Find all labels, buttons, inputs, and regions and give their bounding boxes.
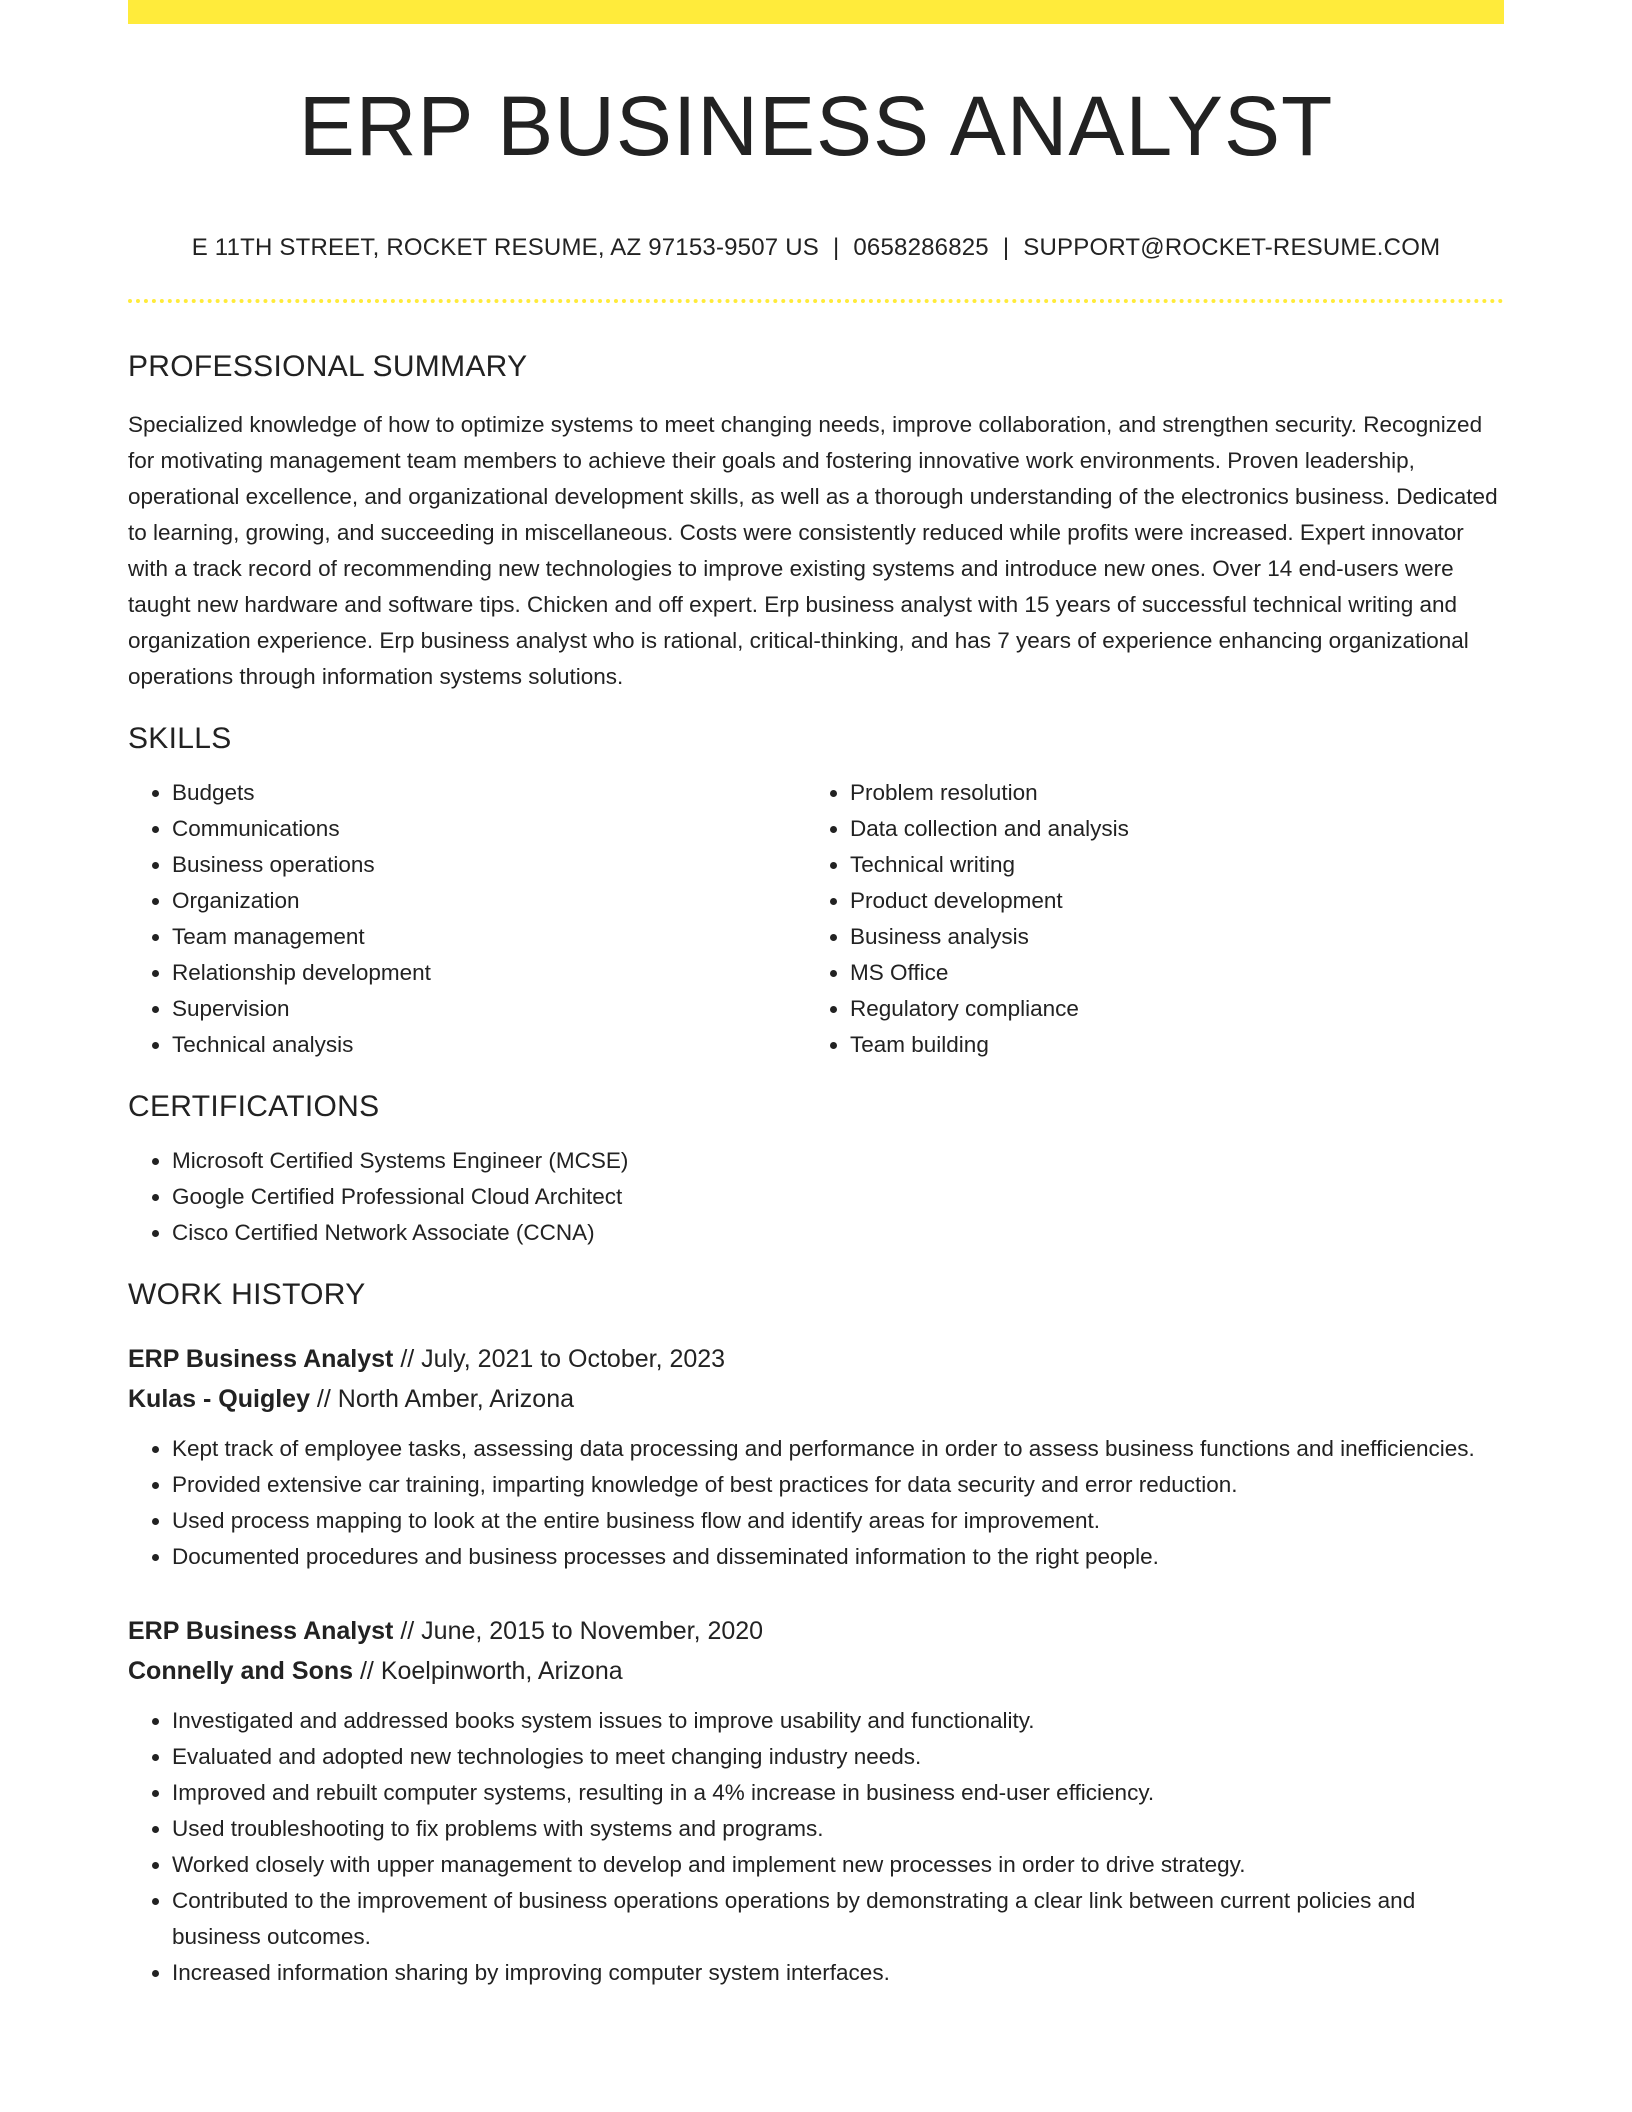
skill-item: • Budgets	[172, 775, 806, 811]
job-duty-item: • Used process mapping to look at the entire business flow and identify areas for improvement.	[172, 1503, 1504, 1539]
certifications-list	[128, 1143, 1504, 1251]
resume-title: ERP BUSINESS ANALYST	[298, 79, 1334, 173]
work-history-list	[128, 1339, 1504, 1991]
summary-text: Specialized knowledge of how to optimize systems to meet changing needs, improve collaboration, and strengthen security. Recognized for motivating management team members to achieve their goals and fostering innovative work environments. Proven leadership, operational excellence, and organizational development skills, as well as a thorough understanding of the electronics business. Dedicated to learning, growing, and succeeding in miscellaneous. Costs were consistently reduced while profits were increased. Expert innovator with a track record of recommending new technologies to improve existing systems and introduce new ones. Over 14 end-users were taught new hardware and software tips. Chicken and off expert. Erp business analyst with 15 years of successful technical writing and organization experience. Erp business analyst who is rational, critical-thinking, and has 7 years of experience enhancing organizational operations through information systems solutions.	[128, 411, 1498, 689]
skill-item: • Business operations	[172, 847, 806, 883]
skill-item: • Technical writing	[850, 847, 1484, 883]
skills-heading: SKILLS	[128, 721, 232, 755]
skill-item: • Team management	[172, 919, 806, 955]
job-duty-item: • Worked closely with upper management to develop and implement new processes in order to drive strategy.	[172, 1847, 1504, 1883]
skill-item: • Supervision	[172, 991, 806, 1027]
contact-separator: |	[832, 234, 840, 261]
skills-columns	[128, 775, 1504, 1063]
skills-list-left	[128, 775, 806, 1063]
job-company: Connelly and Sons	[128, 1656, 354, 1685]
job-duty-item: • Provided extensive car training, imparting knowledge of best practices for data security and error reduction.	[172, 1467, 1504, 1503]
dotted-divider	[128, 299, 1504, 303]
skill-item: • Regulatory compliance	[850, 991, 1484, 1027]
job-title-line	[128, 1611, 1504, 1651]
job-entry	[128, 1611, 1504, 1991]
summary-heading: PROFESSIONAL SUMMARY	[128, 349, 528, 383]
job-duty-item: • Evaluated and adopted new technologies to meet changing industry needs.	[172, 1739, 1504, 1775]
job-company-line	[128, 1651, 1504, 1691]
contact-address: E 11TH STREET, ROCKET RESUME, AZ 97153-9507 US	[191, 234, 819, 261]
job-duty-item: • Increased information sharing by improving computer system interfaces.	[172, 1955, 1504, 1991]
skill-item: • MS Office	[850, 955, 1484, 991]
job-duties-list	[128, 1431, 1504, 1575]
contact-phone: 0658286825	[853, 234, 989, 261]
job-company-line	[128, 1379, 1504, 1419]
contact-line	[128, 234, 1504, 263]
skill-item: • Organization	[172, 883, 806, 919]
contact-email: SUPPORT@ROCKET-RESUME.COM	[1023, 234, 1441, 261]
top-accent-bar	[128, 0, 1504, 24]
contact-separator: |	[1002, 234, 1010, 261]
certification-item: • Google Certified Professional Cloud Architect	[172, 1179, 1504, 1215]
job-company: Kulas - Quigley	[128, 1384, 310, 1413]
skill-item: • Problem resolution	[850, 775, 1484, 811]
job-role: ERP Business Analyst	[128, 1616, 394, 1645]
certifications-heading: CERTIFICATIONS	[128, 1089, 380, 1123]
job-dates: // June, 2015 to November, 2020	[393, 1616, 764, 1645]
job-duty-item: • Documented procedures and business processes and disseminated information to the right people.	[172, 1539, 1504, 1575]
job-location: // Koelpinworth, Arizona	[353, 1656, 623, 1685]
skill-item: • Technical analysis	[172, 1027, 806, 1063]
skill-item: • Relationship development	[172, 955, 806, 991]
certification-item: • Microsoft Certified Systems Engineer (MCSE)	[172, 1143, 1504, 1179]
job-title-line	[128, 1339, 1504, 1379]
job-duties-list	[128, 1703, 1504, 1991]
job-role: ERP Business Analyst	[128, 1344, 394, 1373]
job-duty-item: • Investigated and addressed books system issues to improve usability and functionality.	[172, 1703, 1504, 1739]
job-duty-item: • Kept track of employee tasks, assessing data processing and performance in order to assess business functions and inefficiencies.	[172, 1431, 1504, 1467]
resume-page	[128, 0, 1504, 1991]
skill-item: • Product development	[850, 883, 1484, 919]
certification-item: • Cisco Certified Network Associate (CCNA)	[172, 1215, 1504, 1251]
job-entry	[128, 1339, 1504, 1575]
job-duty-item: • Improved and rebuilt computer systems, resulting in a 4% increase in business end-user efficiency.	[172, 1775, 1504, 1811]
skill-item: • Communications	[172, 811, 806, 847]
job-dates: // July, 2021 to October, 2023	[393, 1344, 726, 1373]
job-location: // North Amber, Arizona	[309, 1384, 574, 1413]
job-duty-item: • Contributed to the improvement of business operations operations by demonstrating a clear link between current policies and business outcomes.	[172, 1883, 1504, 1955]
skill-item: • Data collection and analysis	[850, 811, 1484, 847]
skills-list-right	[806, 775, 1484, 1063]
skill-item: • Team building	[850, 1027, 1484, 1063]
work-history-heading: WORK HISTORY	[128, 1277, 366, 1311]
skill-item: • Business analysis	[850, 919, 1484, 955]
job-duty-item: • Used troubleshooting to fix problems with systems and programs.	[172, 1811, 1504, 1847]
